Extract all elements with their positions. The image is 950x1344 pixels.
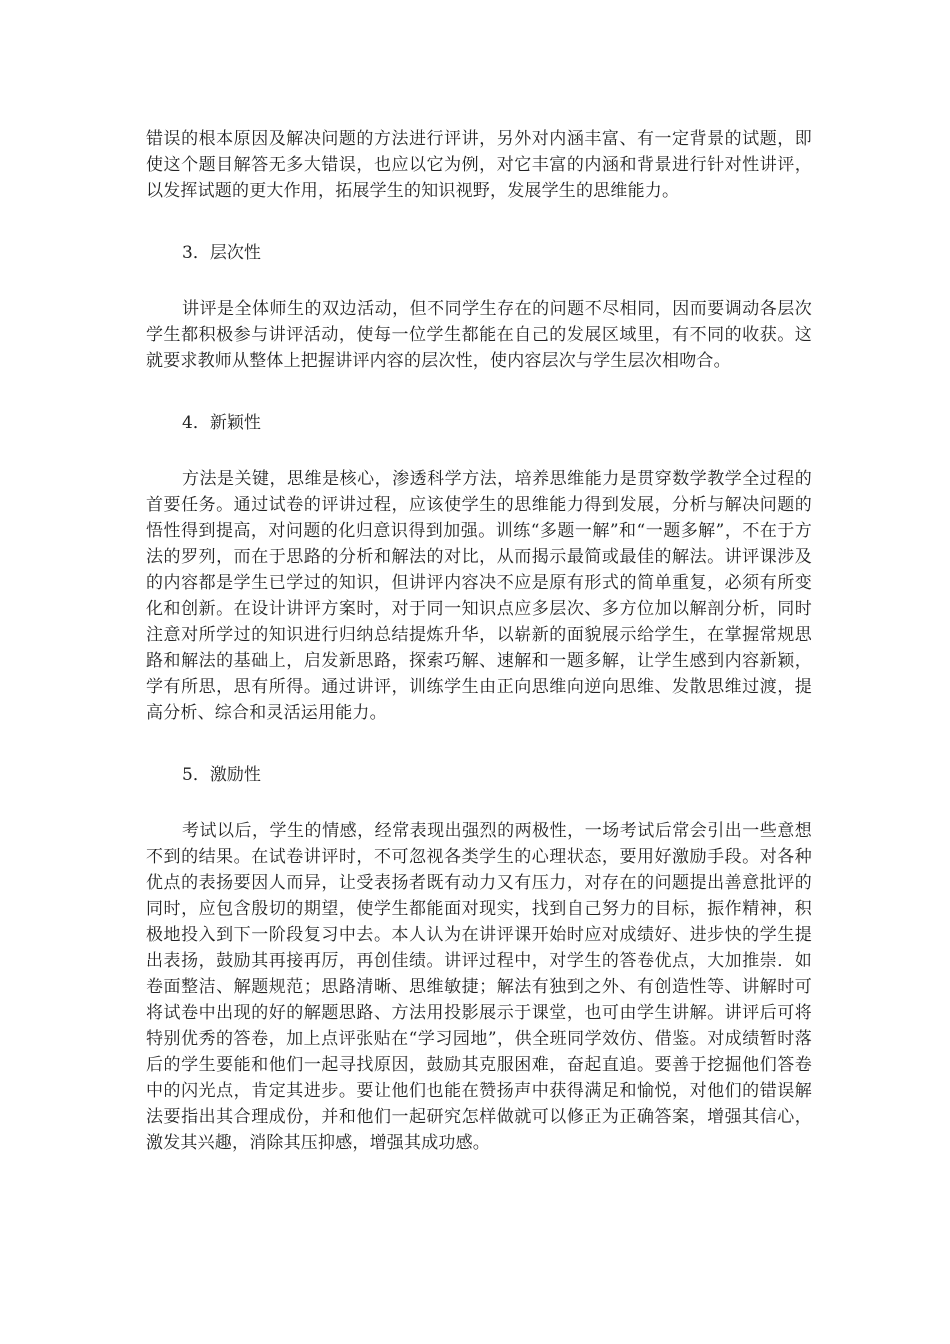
- spacer: [146, 788, 812, 818]
- spacer: [146, 374, 812, 410]
- section-heading-4: 4．新颖性: [182, 413, 261, 433]
- document-page: [146, 126, 812, 1156]
- section-body-5: 考试以后，学生的情感，经常表现出强烈的两极性，一场考试后常会引出一些意想不到的结果。在试卷讲评时，不可忽视各类学生的心理状态，要用好激励手段。对各种优点的表扬要因人而异，让受表扬者既有动力又有压力，对存在的问题提出善意批评的同时，应包含殷切的期望，使学生都能面对现实，找到自己努力的目标，振作精神，积极地投入到下一阶段复习中去。本人认为在讲评课开始时应对成绩好、进步快的学生提出表扬，鼓励其再接再厉，再创佳绩。讲评过程中，对学生的答卷优点，大加推崇．如卷面整洁、解题规范；思路清晰、思维敏捷；解法有独到之外、有创造性等、讲解时可将试卷中出现的好的解题思路、方法用投影展示于课堂，也可由学生讲解。讲评后可将特别优秀的答卷，加上点评张贴在“学习园地”，供全班同学效仿、借鉴。对成绩暂时落后的学生要能和他们一起寻找原因，鼓励其克服困难，奋起直追。要善于挖掘他们答卷中的闪光点，肯定其进步。要让他们也能在赞扬声中获得满足和愉悦，对他们的错误解法要指出其合理成份，并和他们一起研究怎样做就可以修正为正确答案，增强其信心，激发其兴趣，消除其压抑感，增强其成功感。: [146, 821, 812, 1153]
- intro-paragraph: 错误的根本原因及解决问题的方法进行评讲，另外对内涵丰富、有一定背景的试题，即使这个题目解答无多大错误，也应以它为例，对它丰富的内涵和背景进行针对性讲评，以发挥试题的更大作用，拓展学生的知识视野，发展学生的思维能力。: [146, 129, 812, 201]
- spacer: [146, 436, 812, 466]
- section-body-3: 讲评是全体师生的双边活动，但不同学生存在的问题不尽相同，因而要调动各层次学生都积极参与讲评活动，使每一位学生都能在自己的发展区域里，有不同的收获。这就要求教师从整体上把握讲评内容的层次性，使内容层次与学生层次相吻合。: [146, 299, 812, 371]
- section-body-4: 方法是关键，思维是核心，渗透科学方法，培养思维能力是贯穿数学教学全过程的首要任务。通过试卷的评讲过程，应该使学生的思维能力得到发展，分析与解决问题的悟性得到提高，对问题的化归意识得到加强。训练“多题一解”和“一题多解”，不在于方法的罗列，而在于思路的分析和解法的对比，从而揭示最简或最佳的解法。讲评课涉及的内容都是学生已学过的知识，但讲评内容决不应是原有形式的简单重复，必须有所变化和创新。在设计讲评方案时，对于同一知识点应多层次、多方位加以解剖分析，同时注意对所学过的知识进行归纳总结提炼升华，以崭新的面貌展示给学生，在掌握常规思路和解法的基础上，启发新思路，探索巧解、速解和一题多解，让学生感到内容新颖，学有所思，思有所得。通过讲评，训练学生由正向思维向逆向思维、发散思维过渡，提高分析、综合和灵活运用能力。: [146, 469, 812, 723]
- section-heading-5: 5．激励性: [182, 765, 261, 785]
- spacer: [146, 726, 812, 762]
- spacer: [146, 204, 812, 240]
- spacer: [146, 266, 812, 296]
- section-heading-3: 3．层次性: [182, 243, 261, 263]
